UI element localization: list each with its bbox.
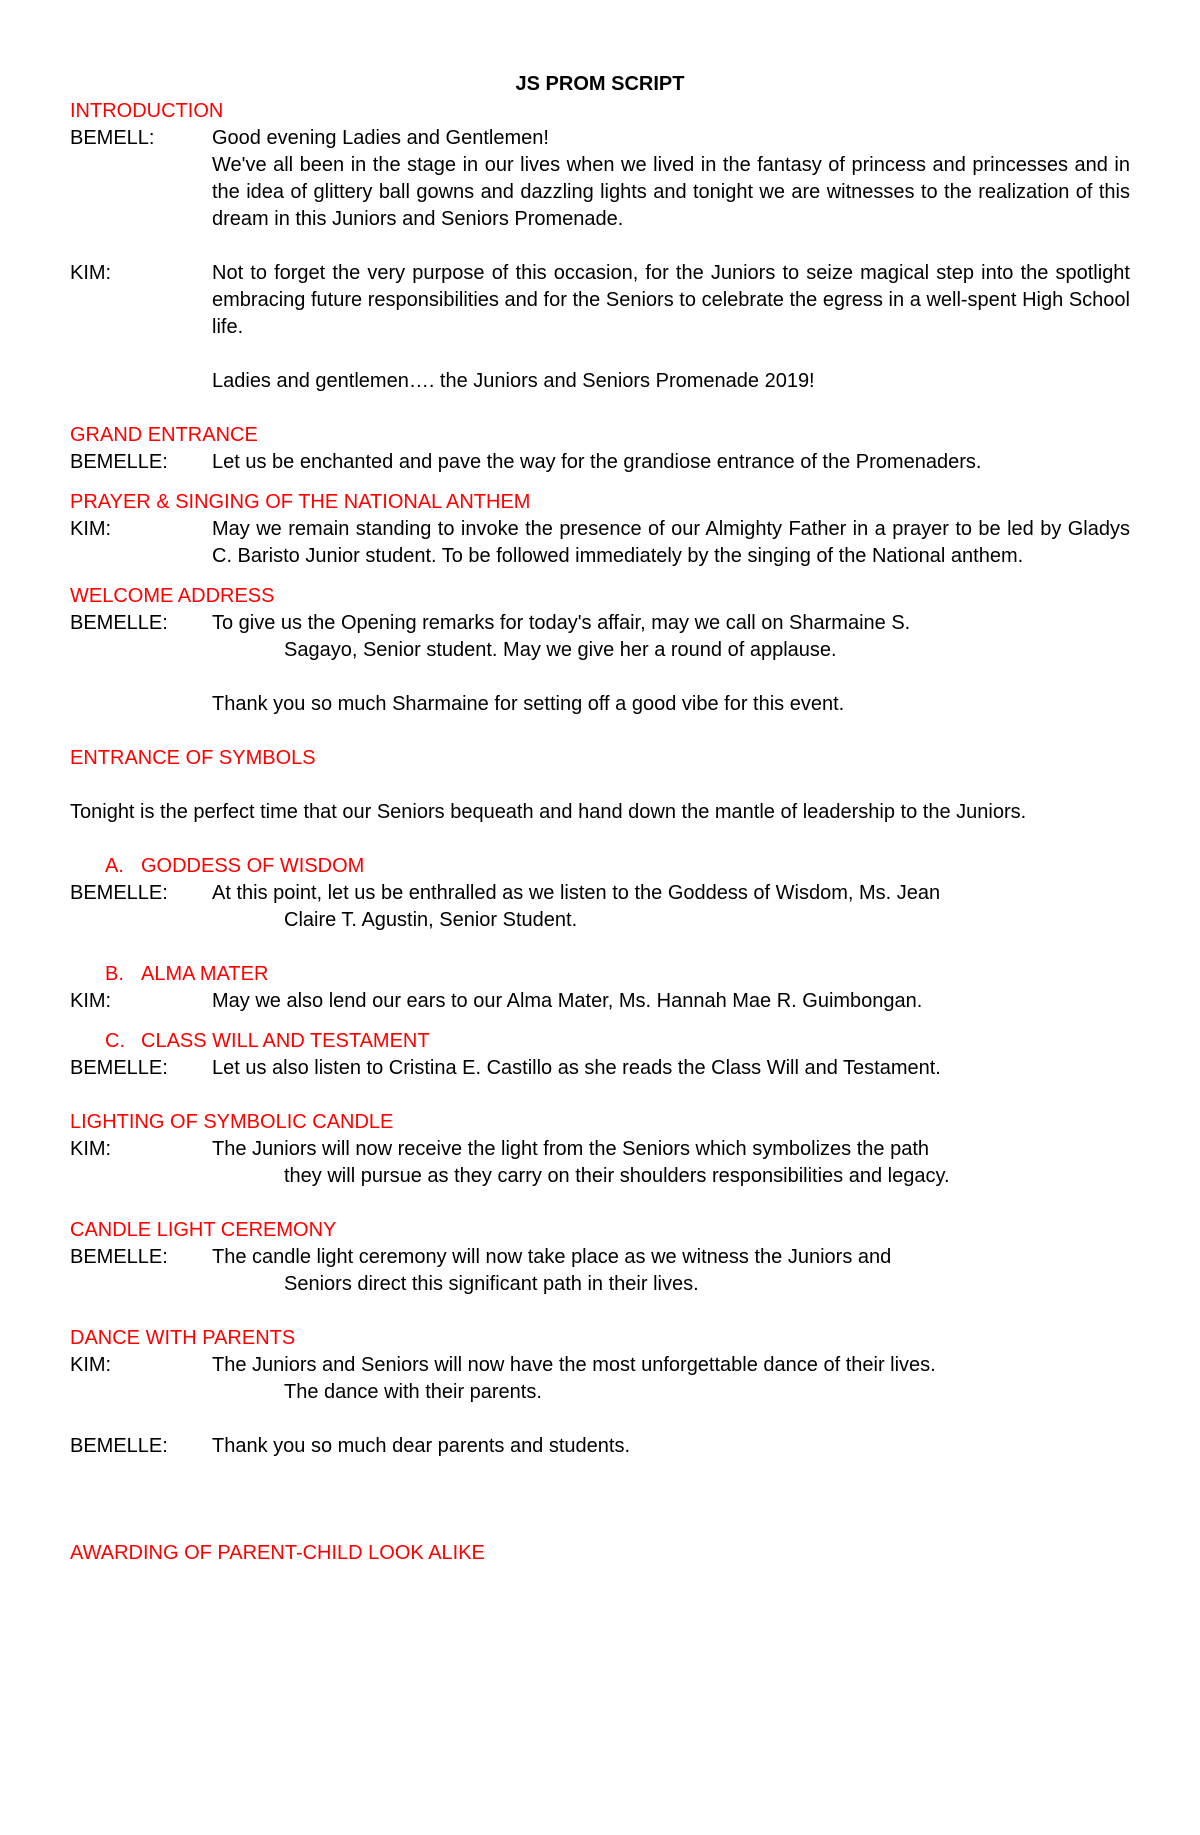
sub-heading-label: CLASS WILL AND TESTAMENT — [141, 1030, 430, 1052]
script-line: they will pursue as they carry on their shoulders responsibilities and legacy. — [284, 1165, 950, 1187]
script-lines — [212, 1352, 1130, 1406]
section-heading-introduction: INTRODUCTION — [70, 100, 224, 122]
script-line: We've all been in the stage in our lives when we lived in the fantasy of princess and princesses and in the idea of glittery ball gowns and dazzling lights and tonight we are witnesses to the realization of this dream in this Juniors and Seniors Promenade. — [212, 154, 1130, 230]
section-heading-prayer: PRAYER & SINGING OF THE NATIONAL ANTHEM — [70, 491, 531, 513]
section-heading-welcome: WELCOME ADDRESS — [70, 585, 275, 607]
sub-heading-label: ALMA MATER — [141, 963, 269, 985]
script-lines — [212, 610, 1130, 718]
document-title: JS PROM SCRIPT — [515, 73, 685, 95]
symbols-intro: Tonight is the perfect time that our Seniors bequeath and hand down the mantle of leadership to the Juniors. — [70, 801, 1027, 823]
script-line: Not to forget the very purpose of this occasion, for the Juniors to seize magical step into the spotlight embracing future responsibilities and for the Seniors to celebrate the egress in a well-spent High School life. — [212, 262, 1130, 338]
script-line: Good evening Ladies and Gentlemen! — [212, 127, 549, 149]
script-line: At this point, let us be enthralled as we listen to the Goddess of Wisdom, Ms. Jean — [212, 882, 941, 904]
script-lines — [212, 125, 1130, 233]
script-lines — [212, 449, 1130, 476]
section-heading-awarding: AWARDING OF PARENT-CHILD LOOK ALIKE — [70, 1542, 485, 1564]
speaker-label: BEMELL: — [70, 127, 155, 149]
script-line: Thank you so much Sharmaine for setting off a good vibe for this event. — [212, 693, 845, 715]
script-lines — [212, 1244, 1130, 1298]
script-entry — [70, 1433, 1130, 1460]
script-entry — [70, 1352, 1130, 1406]
script-line: Thank you so much dear parents and students. — [212, 1435, 631, 1457]
script-entry — [70, 988, 1130, 1015]
speaker-label: BEMELLE: — [70, 1246, 168, 1268]
sub-heading-letter: A. — [105, 855, 124, 877]
speaker-label: KIM: — [70, 990, 112, 1012]
script-lines — [212, 260, 1130, 395]
script-entry — [70, 449, 1130, 476]
section-heading-dance: DANCE WITH PARENTS — [70, 1327, 296, 1349]
sub-heading-letter: B. — [105, 963, 124, 985]
script-lines — [212, 516, 1130, 570]
script-entry — [70, 260, 1130, 395]
script-entry — [70, 516, 1130, 570]
sub-heading-alma-mater — [70, 961, 1130, 988]
script-line: May we remain standing to invoke the presence of our Almighty Father in a prayer to be led by Gladys C. Baristo Junior student. To be followed immediately by the singing of the National anthem. — [212, 518, 1130, 567]
script-entry — [70, 610, 1130, 718]
speaker-label: BEMELLE: — [70, 882, 168, 904]
script-lines — [212, 880, 1130, 934]
speaker-label: BEMELLE: — [70, 451, 168, 473]
script-line: Let us be enchanted and pave the way for the grandiose entrance of the Promenaders. — [212, 451, 982, 473]
speaker-label: KIM: — [70, 1354, 112, 1376]
script-lines — [212, 988, 1130, 1015]
script-entry — [70, 880, 1130, 934]
script-line: Claire T. Agustin, Senior Student. — [284, 909, 578, 931]
script-line: The candle light ceremony will now take place as we witness the Juniors and — [212, 1246, 892, 1268]
speaker-label: BEMELLE: — [70, 612, 168, 634]
sub-heading-goddess — [70, 853, 1130, 880]
script-lines — [212, 1433, 1130, 1460]
sub-heading-letter: C. — [105, 1030, 125, 1052]
speaker-label: BEMELLE: — [70, 1435, 168, 1457]
section-heading-candle: CANDLE LIGHT CEREMONY — [70, 1219, 337, 1241]
script-line: The dance with their parents. — [284, 1381, 542, 1403]
script-entry — [70, 1244, 1130, 1298]
script-line: Let us also listen to Cristina E. Castillo as she reads the Class Will and Testament. — [212, 1057, 941, 1079]
sub-heading-label: GODDESS OF WISDOM — [141, 855, 365, 877]
speaker-label: KIM: — [70, 1138, 112, 1160]
script-line: The Juniors will now receive the light from the Seniors which symbolizes the path — [212, 1138, 929, 1160]
document-page — [70, 70, 1130, 1567]
section-heading-lighting: LIGHTING OF SYMBOLIC CANDLE — [70, 1111, 394, 1133]
section-heading-symbols: ENTRANCE OF SYMBOLS — [70, 747, 316, 769]
speaker-label: BEMELLE: — [70, 1057, 168, 1079]
script-lines — [212, 1136, 1130, 1190]
script-lines — [212, 1055, 1130, 1082]
speaker-label: KIM: — [70, 262, 112, 284]
speaker-label: KIM: — [70, 518, 112, 540]
script-line: Ladies and gentlemen…. the Juniors and Seniors Promenade 2019! — [212, 370, 815, 392]
script-entry — [70, 1136, 1130, 1190]
script-line: The Juniors and Seniors will now have the most unforgettable dance of their lives. — [212, 1354, 936, 1376]
sub-heading-class-will — [70, 1028, 1130, 1055]
script-line: Seniors direct this significant path in their lives. — [284, 1273, 699, 1295]
section-heading-grand-entrance: GRAND ENTRANCE — [70, 424, 258, 446]
script-line: May we also lend our ears to our Alma Mater, Ms. Hannah Mae R. Guimbongan. — [212, 990, 923, 1012]
script-line: Sagayo, Senior student. May we give her a round of applause. — [284, 639, 837, 661]
script-line: To give us the Opening remarks for today's affair, may we call on Sharmaine S. — [212, 612, 911, 634]
script-entry — [70, 1055, 1130, 1082]
script-entry — [70, 125, 1130, 233]
